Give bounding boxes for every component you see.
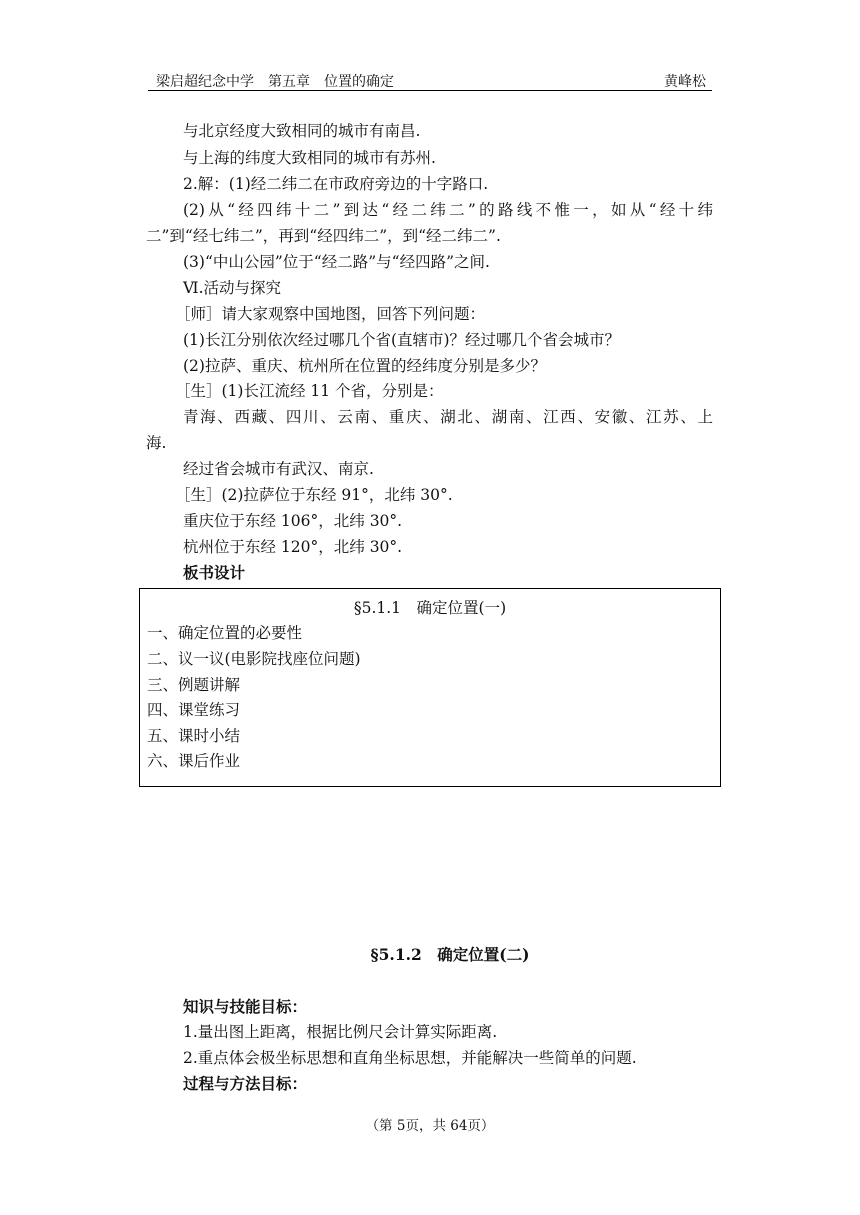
body-line: 1.量出图上距离，根据比例尺会计算实际距离. [183, 1023, 498, 1041]
body-line: 杭州位于东经 120°，北纬 30°. [183, 538, 403, 556]
header-chapter-title: 梁启超纪念中学 第五章 位置的确定 [156, 74, 394, 90]
body-line: 重庆位于东经 106°，北纬 30°. [183, 512, 403, 530]
board-design-box [139, 588, 721, 787]
objective-heading: 知识与技能目标： [183, 997, 308, 1016]
body-line: 2.重点体会极坐标思想和直角坐标思想，并能解决一些简单的问题. [183, 1049, 637, 1067]
body-line: ［生］(2)拉萨位于东经 91°，北纬 30°. [175, 486, 453, 504]
body-line: (2)拉萨、重庆、杭州所在位置的经纬度分别是多少？ [183, 357, 546, 375]
body-line: 与北京经度大致相同的城市有南昌. [183, 122, 421, 140]
body-line: 2.解：(1)经二纬二在市政府旁边的十字路口. [183, 175, 489, 193]
board-item: 二、议一议(电影院找座位问题) [147, 650, 361, 668]
body-line: (1)长江分别依次经过哪几个省(直辖市)？经过哪几个省会城市？ [183, 331, 621, 349]
body-line: 与上海的纬度大致相同的城市有苏州. [183, 149, 436, 167]
body-line: 青海、西藏、四川、云南、重庆、湖北、湖南、江西、安徽、江苏、上 [183, 408, 713, 426]
board-title: §5.1.1 确定位置(一) [353, 599, 507, 617]
page-footer: （第 5页，共 64页） [365, 1118, 495, 1134]
section-title: §5.1.2 确定位置(二) [370, 945, 530, 964]
board-item: 一、确定位置的必要性 [147, 624, 303, 642]
page-header [148, 70, 712, 91]
body-line: ［师］请大家观察中国地图，回答下列问题： [175, 305, 486, 323]
body-line: 经过省会城市有武汉、南京. [183, 460, 374, 478]
board-item: 六、课后作业 [147, 752, 241, 770]
board-item: 四、课堂练习 [147, 701, 241, 719]
board-design-heading: 板书设计 [183, 563, 246, 582]
body-line: 二”到“经七纬二”，再到“经四纬二”，到“经二纬二”. [146, 227, 501, 245]
body-line: ［生］(1)长江流经 11 个省，分别是： [175, 382, 444, 400]
section-heading: Ⅵ.活动与探究 [183, 279, 282, 297]
body-line: (2)从“经四纬十二”到达“经二纬二”的路线不惟一，如从“经十纬 [183, 201, 713, 219]
body-line: (3)“中山公园”位于“经二路”与“经四路”之间. [183, 253, 490, 271]
board-item: 三、例题讲解 [147, 676, 241, 694]
objective-heading: 过程与方法目标： [183, 1074, 308, 1093]
board-item: 五、课时小结 [147, 727, 241, 745]
header-author: 黄峰松 [664, 74, 706, 90]
body-line: 海. [146, 434, 167, 452]
